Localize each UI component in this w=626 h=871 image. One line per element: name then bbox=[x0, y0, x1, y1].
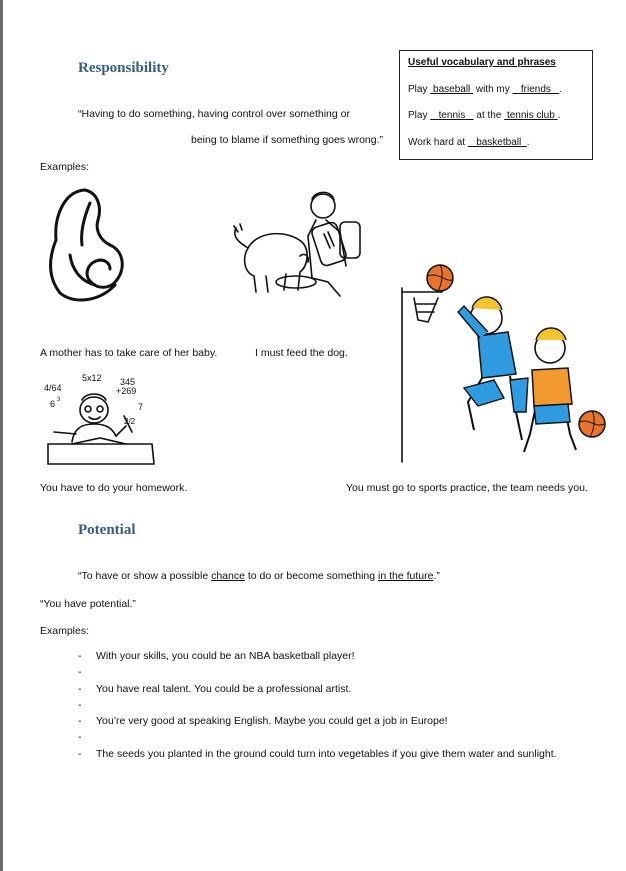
vocabulary-box bbox=[399, 50, 593, 160]
responsibility-definition-line1: “Having to do something, having control over something or bbox=[78, 108, 350, 120]
bullet-dash: - bbox=[78, 699, 82, 711]
vocab-answer: friends bbox=[520, 84, 551, 95]
doodle-six: 6 bbox=[50, 399, 56, 409]
definition-underlined: in the future bbox=[378, 570, 434, 582]
definition-text: .” bbox=[433, 570, 440, 582]
vocab-blank bbox=[430, 84, 473, 95]
page-edge bbox=[0, 0, 3, 871]
bullet-dash: - bbox=[78, 715, 82, 727]
vocab-text: with my bbox=[473, 84, 513, 95]
doodle-multiplication: 5x12 bbox=[82, 373, 102, 383]
potential-definition bbox=[78, 570, 440, 582]
doodle-half: 2/2 bbox=[124, 417, 136, 426]
definition-text: to do or become something bbox=[244, 570, 379, 582]
vocab-answer: baseball bbox=[433, 84, 471, 95]
responsibility-heading: Responsibility bbox=[78, 60, 169, 76]
doodle-number: 345 bbox=[120, 377, 136, 387]
vocab-blank bbox=[468, 137, 527, 148]
vocab-answer: tennis bbox=[438, 110, 466, 121]
bullet-dash: - bbox=[78, 748, 82, 760]
sports-caption: You must go to sports practice, the team needs you. bbox=[346, 482, 588, 494]
vocabulary-line-basketball bbox=[408, 137, 530, 148]
vocab-text: Play bbox=[408, 110, 431, 121]
potential-examples-label: Examples: bbox=[40, 625, 90, 637]
vocab-text: . bbox=[557, 110, 561, 121]
doodle-addition: +269 bbox=[116, 386, 137, 396]
potential-heading: Potential bbox=[78, 522, 136, 538]
vocab-text: . bbox=[526, 137, 530, 148]
responsibility-definition-line2: being to blame if something goes wrong.” bbox=[191, 134, 384, 146]
basketball-illustration bbox=[398, 262, 610, 467]
mother-baby-illustration bbox=[40, 185, 130, 310]
definition-underlined: chance bbox=[211, 570, 245, 582]
vocab-text: at the bbox=[473, 110, 505, 121]
vocab-answer: basketball bbox=[476, 137, 522, 148]
bullet-dash: - bbox=[78, 683, 82, 695]
bullet-dash: - bbox=[78, 666, 82, 678]
mother-caption: A mother has to take care of her baby. bbox=[40, 347, 218, 359]
vocab-text: . bbox=[559, 84, 562, 95]
vocabulary-line-baseball bbox=[408, 84, 562, 95]
definition-text: “To have or show a possible bbox=[78, 570, 212, 582]
vocab-answer: tennis club bbox=[506, 110, 555, 121]
doodle-seven: 7 bbox=[138, 402, 144, 412]
you-have-potential: “You have potential.” bbox=[40, 598, 136, 610]
homework-caption: You have to do your homework. bbox=[40, 482, 188, 494]
vocab-text: Work hard at bbox=[408, 137, 468, 148]
responsibility-examples-label: Examples: bbox=[40, 161, 90, 173]
vocab-blank bbox=[430, 110, 473, 121]
vocab-blank bbox=[504, 110, 557, 121]
vocab-blank bbox=[513, 84, 560, 95]
doodle-exponent: 3 bbox=[57, 397, 61, 403]
vocab-text: Play bbox=[408, 84, 431, 95]
doodle-fraction: 4/64 bbox=[44, 383, 62, 393]
dog-feeding-illustration bbox=[228, 186, 368, 306]
vocabulary-line-tennis bbox=[408, 110, 560, 121]
potential-example-2: You have real talent. You could be a professional artist. bbox=[96, 683, 352, 695]
bullet-dash: - bbox=[78, 650, 82, 662]
potential-example-4: The seeds you planted in the ground could turn into vegetables if you give them water and sunlight. bbox=[96, 748, 557, 760]
bullet-dash: - bbox=[78, 731, 82, 743]
vocabulary-title: Useful vocabulary and phrases bbox=[408, 57, 556, 68]
homework-illustration bbox=[42, 372, 160, 467]
dog-caption: I must feed the dog. bbox=[255, 347, 348, 359]
potential-example-1: With your skills, you could be an NBA basketball player! bbox=[96, 650, 355, 662]
potential-example-3: You’re very good at speaking English. Maybe you could get a job in Europe! bbox=[96, 715, 448, 727]
